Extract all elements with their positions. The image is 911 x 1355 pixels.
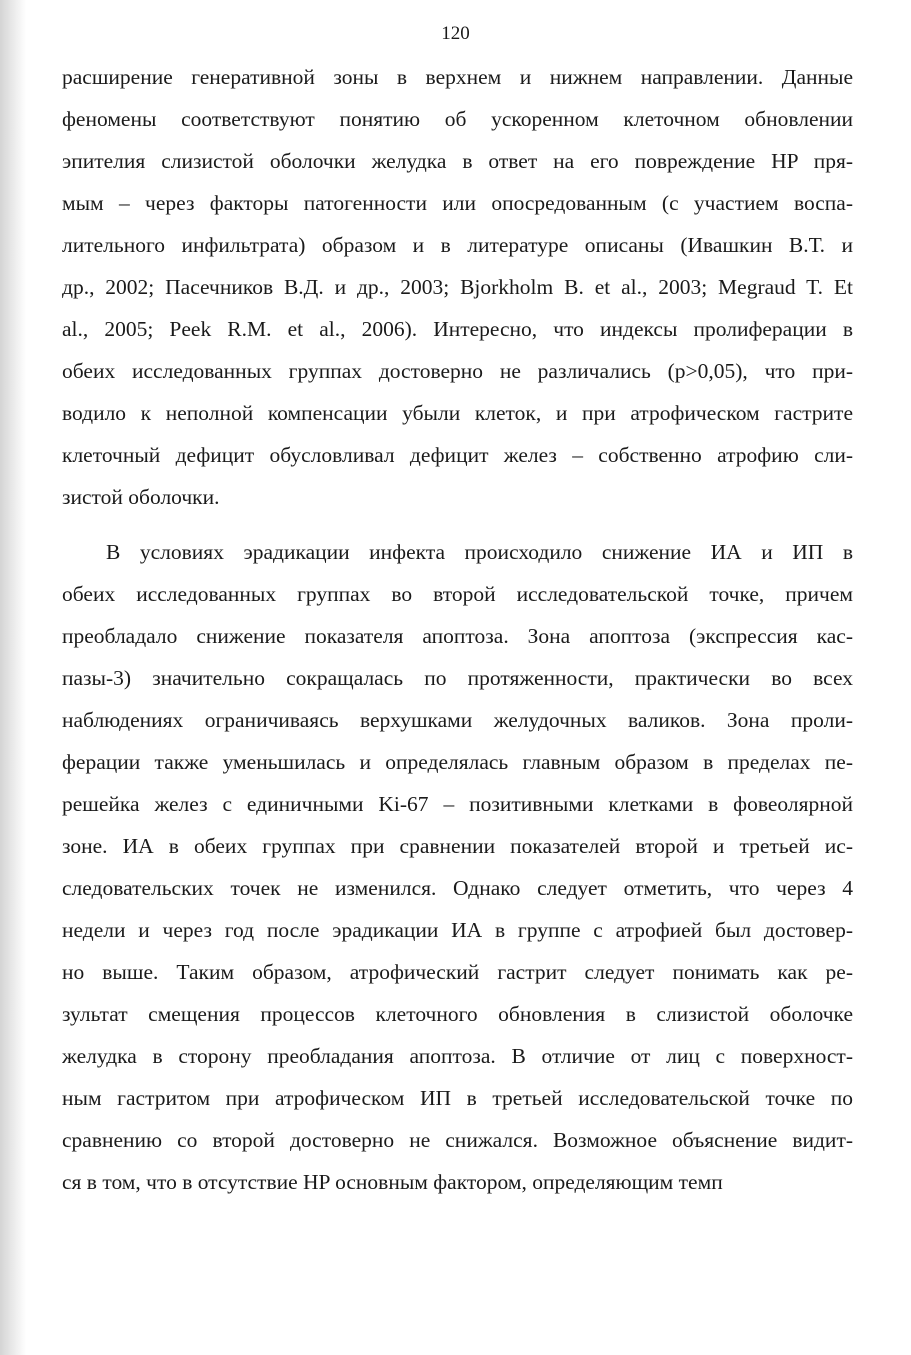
scan-edge-shadow bbox=[0, 0, 26, 1355]
text-line: наблюдениях ограничиваясь верхушками желудочных валиков. Зона проли- bbox=[62, 708, 853, 732]
text-line: пазы-3) значительно сокращалась по протяженности, практически во всех bbox=[62, 666, 853, 690]
text-line: обеих исследованных группах достоверно не различались (p>0,05), что при- bbox=[62, 359, 853, 383]
text-line: желудка в сторону преобладания апоптоза. В отличие от лиц с поверхност- bbox=[62, 1044, 853, 1068]
text-line: расширение генеративной зоны в верхнем и нижнем направлении. Данные bbox=[62, 65, 853, 89]
text-line: эпителия слизистой оболочки желудка в ответ на его повреждение HP пря- bbox=[62, 149, 853, 173]
text-line: зистой оболочки. bbox=[62, 485, 220, 509]
text-line: лительного инфильтрата) образом и в литературе описаны (Ивашкин В.Т. и bbox=[62, 233, 853, 257]
text-line: клеточный дефицит обусловливал дефицит желез – собственно атрофию сли- bbox=[62, 443, 853, 467]
text-line: al., 2005; Peek R.M. et al., 2006). Интересно, что индексы пролиферации в bbox=[62, 317, 853, 341]
text-line: В условиях эрадикации инфекта происходило снижение ИА и ИП в bbox=[106, 540, 853, 564]
text-line: водило к неполной компенсации убыли клеток, и при атрофическом гастрите bbox=[62, 401, 853, 425]
text-line: недели и через год после эрадикации ИА в группе с атрофией был достовер- bbox=[62, 918, 853, 942]
text-line: решейка желез с единичными Ki-67 – позитивными клетками в фовеолярной bbox=[62, 792, 853, 816]
text-line: преобладало снижение показателя апоптоза. Зона апоптоза (экспрессия кас- bbox=[62, 624, 853, 648]
text-line: ся в том, что в отсутствие HP основным фактором, определяющим темп bbox=[62, 1170, 723, 1194]
text-line: мым – через факторы патогенности или опосредованным (с участием воспа- bbox=[62, 191, 853, 215]
text-line: ферации также уменьшилась и определялась главным образом в пределах пе- bbox=[62, 750, 853, 774]
text-line: обеих исследованных группах во второй исследовательской точке, причем bbox=[62, 582, 853, 606]
text-line: феномены соответствуют понятию об ускоренном клеточном обновлении bbox=[62, 107, 853, 131]
text-line: др., 2002; Пасечников В.Д. и др., 2003; Bjorkholm B. et al., 2003; Megraud T. Et bbox=[62, 275, 853, 299]
text-line: следовательских точек не изменился. Однако следует отметить, что через 4 bbox=[62, 876, 853, 900]
page-number: 120 bbox=[441, 23, 470, 44]
text-line: зоне. ИА в обеих группах при сравнении показателей второй и третьей ис- bbox=[62, 834, 853, 858]
text-line: но выше. Таким образом, атрофический гастрит следует понимать как ре- bbox=[62, 960, 853, 984]
text-line: сравнению со второй достоверно не снижался. Возможное объяснение видит- bbox=[62, 1128, 853, 1152]
text-line: зультат смещения процессов клеточного обновления в слизистой оболочке bbox=[62, 1002, 853, 1026]
text-line: ным гастритом при атрофическом ИП в третьей исследовательской точке по bbox=[62, 1086, 853, 1110]
